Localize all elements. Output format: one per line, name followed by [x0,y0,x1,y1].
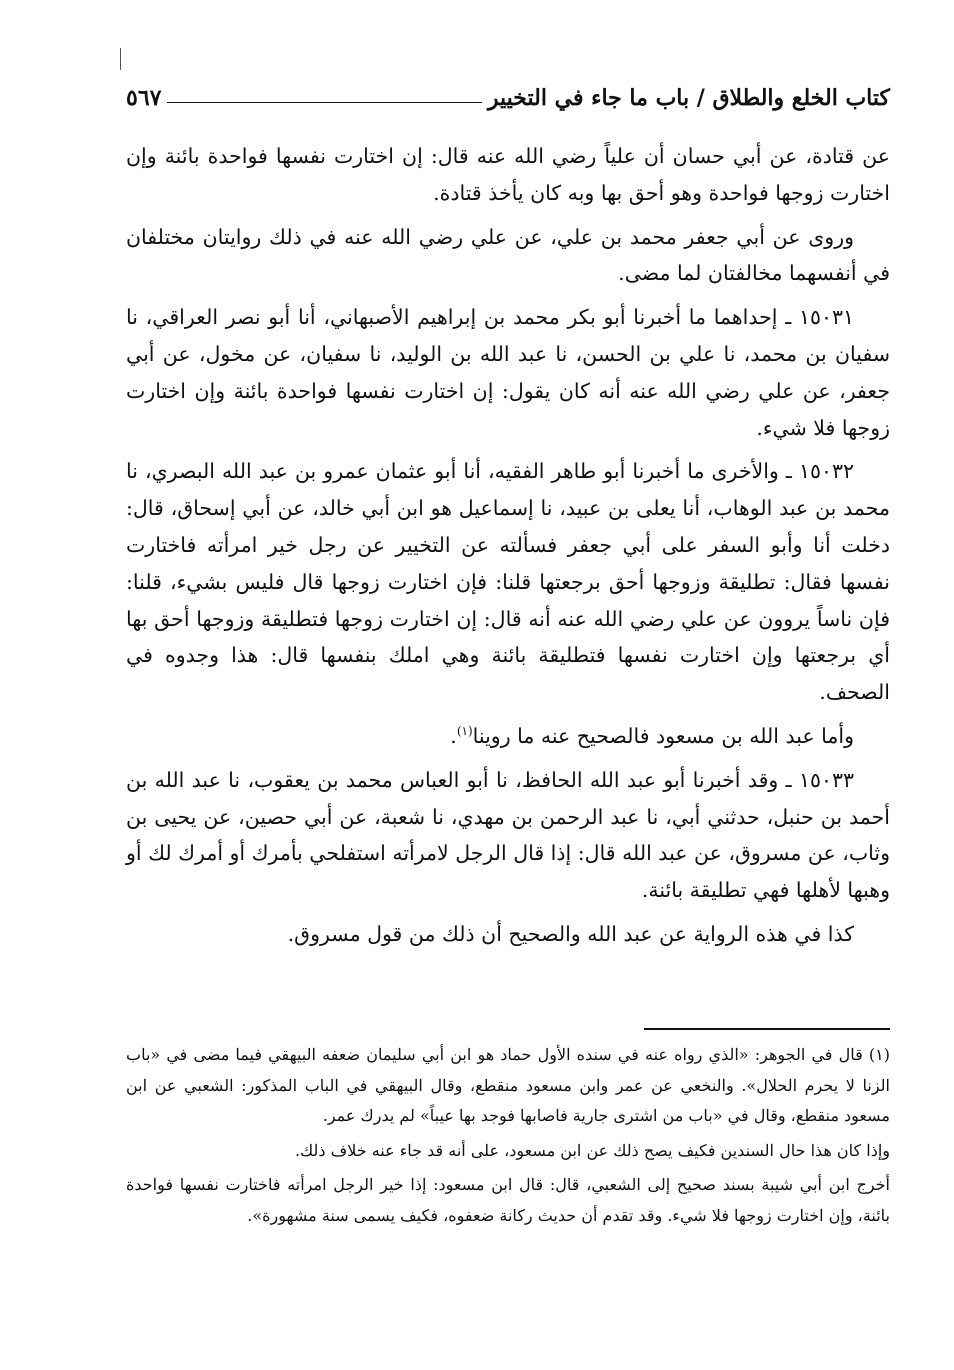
paragraph-hadith-15033: ١٥٠٣٣ ـ وقد أخبرنا أبو عبد الله الحافظ، نا أبو العباس محمد بن يعقوب، نا عبد الله بن أحمد بن حنبل، حدثني أبي، نا عبد الرحمن بن مهدي، نا شعبة، عن أبي حصين، عن يحيى بن وثاب، عن مسروق، عن عبد الله قال: إذا قال الرجل لامرأته استفلحي بأمرك أو أمرك لك أو وهبها لأهلها فهي تطليقة بائنة. [125,767,890,903]
footnote-reference[interactable]: (١) [456,724,473,739]
paragraph-5 [126,718,890,755]
page-number: ٥٦٧ [126,85,162,111]
paragraph-5-text: وأما عبد الله بن مسعود فالصحيح عنه ما روينا [472,723,854,748]
footnote-1: (١) قال في الجوهر: «الذي رواه عنه في سنده الأول حماد هو ابن أبي سليمان ضعفه البيهقي فيما مضى في «باب الزنا لا يحرم الحلال». والنخعي عن عمر وابن مسعود منقطع، وقال البيهقي في الباب المذكور: الشعبي عن ابن مسعود منقطع، وقال في «باب من اشترى جارية فاصابها فوجد بها عيباً» لم يدرك عمر. [126,1045,891,1125]
footnotes [126,1040,890,1235]
header-title: كتاب الخلع والطلاق / باب ما جاء في التخيير [487,85,890,111]
running-header [126,80,890,116]
footnote-1-continued-2: أخرج ابن أبي شيبة بسند صحيح إلى الشعبي، قال: قال ابن مسعود: إذا خير الرجل امرأته فاختارت نفسها فواحدة بائنة، وإن اختارت زوجها فلا شيء. وقد تقدم أن حديث ركانة ضعفوه، فكيف يسمى سنة مشهورة». [126,1175,890,1225]
footnote-1-continued: وإذا كان هذا حال السندين فكيف يصح ذلك عن ابن مسعود، على أنه قد جاء عنه خلاف ذلك. [294,1140,890,1160]
main-text [126,138,890,960]
footnote-separator [644,1028,890,1030]
paragraph-5-end: . [450,723,457,748]
paragraph-1: عن قتادة، عن أبي حسان أن علياً رضي الله عنه قال: إن اختارت نفسها فواحدة بائنة وإن اختارت زوجها فواحدة وهو أحق بها وبه كان يأخذ قتادة. [126,144,890,205]
paragraph-7: كذا في هذه الرواية عن عبد الله والصحيح أن ذلك من قول مسروق. [287,921,854,946]
margin-mark [120,48,121,70]
paragraph-2: وروى عن أبي جعفر محمد بن علي، عن علي رضي الله عنه في ذلك روايتان مختلفان في أنفسهما مخالفتان لما مضى. [126,224,890,286]
paragraph-hadith-15031: ١٥٠٣١ ـ إحداهما ما أخبرنا أبو بكر محمد بن إبراهيم الأصبهاني، أنا أبو نصر العراقي، نا سفيان بن محمد، نا علي بن الحسن، نا عبد الله بن الوليد، نا سفيان، عن مخول، عن أبي جعفر، عن علي رضي الله عنه أنه كان يقول: إن اختارت نفسها فواحدة بائنة وإن اختارت زوجها فلا شيء. [126,305,890,440]
header-rule [167,102,481,103]
paragraph-hadith-15032: ١٥٠٣٢ ـ والأخرى ما أخبرنا أبو طاهر الفقيه، أنا أبو عثمان عمرو بن عبد الله البصري، نا محمد بن عبد الوهاب، أنا يعلى بن عبيد، نا إسماعيل هو ابن أبي خالد، عن أبي إسحاق، قال: دخلت أنا وأبو السفر على أبي جعفر فسألته عن التخيير عن رجل خير امرأته فاختارت نفسها فقال: تطليقة وزوجها أحق برجعتها قلنا: فإن اختارت زوجها قال فليس بشيء، قلنا: فإن ناساً يروون عن علي رضي الله عنه أنه قال: إن اختارت زوجها فتطليقة وزوجها أحق بها أي برجعتها وإن اختارت نفسها فتطليقة بائنة وهي املك بنفسها قال: هذا وجدوه في الصحف. [126,459,890,705]
